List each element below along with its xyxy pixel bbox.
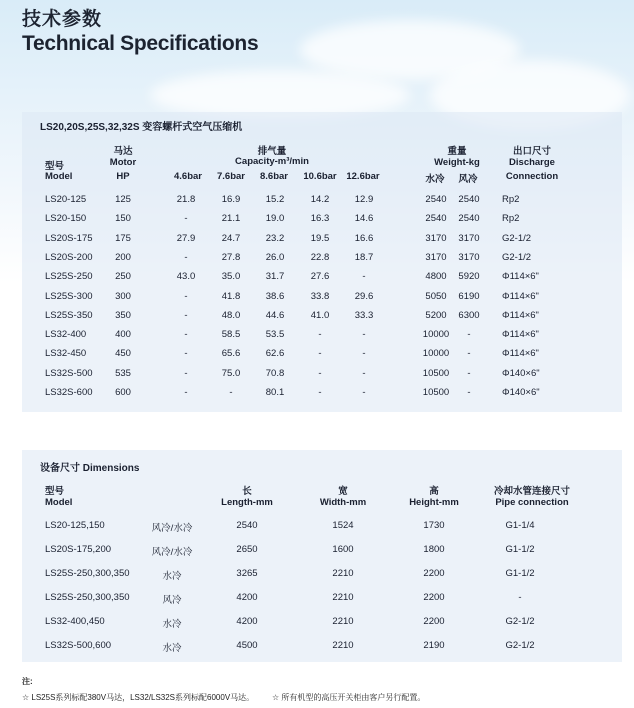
spec-cell-conn: Φ114×6" <box>502 309 539 321</box>
dim-cell-pipe: - <box>518 592 522 603</box>
spec-cell-model: LS25S-250 <box>45 271 93 283</box>
spec-cell-c5: 18.7 <box>354 251 374 263</box>
dim-header-pipe-cn: 冷却水管连接尺寸 <box>493 486 571 497</box>
header-model-cn: 型号 <box>45 161 65 172</box>
page-title-en: Technical Specifications <box>22 32 259 55</box>
spec-cell-w1: 10000 <box>422 329 450 341</box>
spec-cell-w2: - <box>467 329 471 341</box>
spec-cell-c1: - <box>184 309 188 321</box>
dim-cell-w: 2210 <box>332 592 354 603</box>
dim-header-height-cn: 高 <box>429 486 439 497</box>
dim-cell-cool: 水冷 <box>162 619 182 630</box>
spec-cell-w1: 3170 <box>425 232 447 244</box>
spec-cell-c1: 21.8 <box>176 194 196 205</box>
header-discharge-en: Discharge <box>509 157 555 168</box>
spec-cell-hp: 600 <box>115 387 131 398</box>
spec-cell-c4: 19.5 <box>310 232 330 244</box>
header-weight-water: 水冷 <box>425 174 445 185</box>
spec-cell-model: LS32S-500 <box>45 367 93 379</box>
spec-cell-c4: 16.3 <box>310 213 330 225</box>
spec-cell-w2: 6190 <box>458 290 480 302</box>
spec-cell-model: LS20-150 <box>45 213 87 225</box>
dim-cell-h: 2200 <box>423 616 445 627</box>
spec-cell-model: LS20S-200 <box>45 251 93 263</box>
spec-cell-w1: 5200 <box>425 309 447 321</box>
dim-header-pipe-en: Pipe connection <box>495 497 569 508</box>
note-right: ☆ 所有机型的高压开关柜由客户另行配置。 <box>272 693 426 702</box>
spec-cell-c1: - <box>184 367 188 379</box>
spec-cell-c1: - <box>184 329 188 341</box>
header-weight-cn: 重量 <box>447 146 467 157</box>
spec-cell-c3: 38.6 <box>265 290 285 302</box>
spec-cell-c2: 27.8 <box>221 251 241 263</box>
dim-cell-model: LS25S-250,300,350 <box>45 592 130 603</box>
spec-cell-w1: 3170 <box>425 251 447 263</box>
spec-cell-c3: 44.6 <box>265 309 285 321</box>
spec-cell-conn: Φ114×6" <box>502 348 539 360</box>
spec-cell-c5: - <box>362 387 366 398</box>
spec-cell-c2: 21.1 <box>221 213 241 225</box>
spec-cell-c1: - <box>184 251 188 263</box>
page-title-cn: 技术参数 <box>22 9 103 30</box>
spec-cell-conn: Φ114×6" <box>502 271 539 283</box>
header-discharge-conn: Connection <box>505 171 559 182</box>
spec-cell-conn: Φ114×6" <box>502 329 539 341</box>
spec-cell-conn: Rp2 <box>502 213 520 225</box>
spec-cell-c5: - <box>362 367 366 379</box>
spec-cell-c1: - <box>184 348 188 360</box>
dim-cell-model: LS32-400,450 <box>45 616 105 627</box>
dim-cell-l: 2540 <box>236 520 258 531</box>
spec-cell-c1: - <box>184 213 188 225</box>
spec-cell-c2: 58.5 <box>221 329 241 341</box>
dim-cell-model: LS32S-500,600 <box>45 640 112 651</box>
spec-cell-c3: 23.2 <box>265 232 285 244</box>
dim-cell-w: 2210 <box>332 616 354 627</box>
spec-cell-w2: - <box>467 348 471 360</box>
spec-cell-c2: 24.7 <box>221 232 241 244</box>
spec-cell-conn: G2-1/2 <box>502 232 532 244</box>
spec-cell-model: LS32-400 <box>45 329 87 341</box>
header-pressure: 10.6bar <box>303 171 337 182</box>
spec-cell-c3: 26.0 <box>265 251 285 263</box>
spec-cell-c2: 41.8 <box>221 290 241 302</box>
spec-cell-w2: 3170 <box>458 251 480 263</box>
spec-cell-c5: - <box>362 329 366 341</box>
spec-cell-c4: - <box>318 329 322 341</box>
spec-cell-c3: 62.6 <box>265 348 285 360</box>
spec-cell-w2: 2540 <box>458 194 480 205</box>
spec-cell-c4: - <box>318 367 322 379</box>
spec-cell-c3: 70.8 <box>265 367 285 379</box>
dim-cell-h: 1730 <box>423 520 445 531</box>
dim-cell-w: 2210 <box>332 568 354 579</box>
spec-cell-c4: 14.2 <box>310 194 330 205</box>
dim-cell-cool: 风冷 <box>162 595 182 606</box>
spec-cell-c3: 31.7 <box>265 271 285 283</box>
spec-cell-c1: 43.0 <box>176 271 196 283</box>
dim-cell-cool: 风冷/水冷 <box>151 547 193 558</box>
spec-cell-c4: 22.8 <box>310 251 330 263</box>
dim-cell-l: 4200 <box>236 616 258 627</box>
dim-cell-l: 4500 <box>236 640 258 651</box>
note-left: ☆ LS25S系列标配380V马达，LS32/LS32S系列标配6000V马达。 <box>22 693 255 702</box>
spec-cell-conn: G2-1/2 <box>502 251 532 263</box>
dim-header-width-cn: 宽 <box>338 486 348 497</box>
header-model-en: Model <box>45 171 73 182</box>
spec-cell-w2: 6300 <box>458 309 480 321</box>
spec-cell-w1: 2540 <box>425 213 447 225</box>
dim-cell-h: 2200 <box>423 592 445 603</box>
spec-cell-hp: 535 <box>115 367 131 379</box>
spec-cell-c5: 29.6 <box>354 290 374 302</box>
dim-cell-model: LS20S-175,200 <box>45 544 112 555</box>
dimensions-title: 设备尺寸 Dimensions <box>40 463 140 474</box>
header-motor-cn: 马达 <box>113 146 133 157</box>
spec-cell-model: LS32-450 <box>45 348 87 360</box>
spec-cell-c5: 33.3 <box>354 309 374 321</box>
dim-header-height-en: Height-mm <box>409 497 459 508</box>
dim-cell-l: 3265 <box>236 568 258 579</box>
dim-cell-model: LS25S-250,300,350 <box>45 568 130 579</box>
header-discharge-cn: 出口尺寸 <box>512 146 552 157</box>
spec-cell-w1: 4800 <box>425 271 447 283</box>
spec-cell-hp: 400 <box>115 329 131 341</box>
spec-cell-c2: - <box>229 387 233 398</box>
dim-cell-cool: 风冷/水冷 <box>151 523 193 534</box>
dim-header-length-en: Length-mm <box>221 497 273 508</box>
spec-cell-conn: Φ114×6" <box>502 290 539 302</box>
spec-cell-c4: 27.6 <box>310 271 330 283</box>
spec-cell-w1: 2540 <box>425 194 447 205</box>
dim-cell-l: 2650 <box>236 544 258 555</box>
spec-cell-hp: 150 <box>115 213 131 225</box>
spec-cell-model: LS25S-300 <box>45 290 93 302</box>
dim-cell-l: 4200 <box>236 592 258 603</box>
spec-cell-w1: 10000 <box>422 348 450 360</box>
spec-cell-w1: 10500 <box>422 387 450 398</box>
spec-cell-w2: - <box>467 367 471 379</box>
spec-cell-c3: 80.1 <box>265 387 285 398</box>
spec-cell-c3: 19.0 <box>265 213 285 225</box>
dim-header-length-cn: 长 <box>242 486 252 497</box>
dim-cell-cool: 水冷 <box>162 643 182 654</box>
spec-cell-hp: 250 <box>115 271 131 283</box>
header-weight-air: 风冷 <box>458 174 478 185</box>
spec-cell-w1: 5050 <box>425 290 447 302</box>
spec-cell-c1: - <box>184 387 188 398</box>
dim-cell-h: 2190 <box>423 640 445 651</box>
dim-cell-pipe: G2-1/2 <box>505 616 535 627</box>
spec-cell-hp: 175 <box>115 232 131 244</box>
header-pressure: 7.6bar <box>217 171 245 182</box>
spec-cell-model: LS20S-175 <box>45 232 93 244</box>
spec-cell-c2: 48.0 <box>221 309 241 321</box>
header-weight-en: Weight-kg <box>434 157 480 168</box>
notes-label: 注: <box>22 677 33 686</box>
spec-cell-w2: - <box>467 387 471 398</box>
spec-cell-c1: - <box>184 290 188 302</box>
dim-cell-w: 1600 <box>332 544 354 555</box>
spec-cell-c5: 16.6 <box>354 232 374 244</box>
spec-cell-w2: 3170 <box>458 232 480 244</box>
spec-cell-c5: - <box>362 348 366 360</box>
spec-cell-model: LS32S-600 <box>45 387 93 398</box>
spec-cell-hp: 125 <box>115 194 131 205</box>
spec-cell-c2: 35.0 <box>221 271 241 283</box>
header-capacity-cn: 排气量 <box>257 146 287 157</box>
spec-cell-c5: 12.9 <box>354 194 374 205</box>
dim-cell-pipe: G1-1/4 <box>505 520 535 531</box>
dim-cell-w: 2210 <box>332 640 354 651</box>
spec-cell-conn: Φ140×6" <box>502 367 540 379</box>
dimensions-panel <box>22 450 622 662</box>
dim-cell-cool: 水冷 <box>162 571 182 582</box>
spec-cell-c4: 41.0 <box>310 309 330 321</box>
dim-cell-pipe: G1-1/2 <box>505 568 535 579</box>
dim-cell-pipe: G2-1/2 <box>505 640 535 651</box>
dim-header-model-en: Model <box>45 497 73 508</box>
spec-table-title: LS20,20S,25S,32,32S 变容螺杆式空气压缩机 <box>40 122 243 133</box>
dim-cell-model: LS20-125,150 <box>45 520 105 531</box>
spec-cell-model: LS20-125 <box>45 194 87 205</box>
spec-cell-hp: 350 <box>115 309 131 321</box>
spec-cell-c4: 33.8 <box>310 290 330 302</box>
header-motor-en: Motor <box>109 157 137 168</box>
spec-cell-conn: Rp2 <box>502 194 520 205</box>
dim-cell-pipe: G1-1/2 <box>505 544 535 555</box>
header-motor-hp: HP <box>116 171 130 182</box>
header-pressure: 12.6bar <box>346 171 380 182</box>
spec-cell-hp: 450 <box>115 348 131 360</box>
spec-cell-w2: 2540 <box>458 213 480 225</box>
spec-cell-c5: - <box>362 271 366 283</box>
spec-cell-c2: 65.6 <box>221 348 241 360</box>
spec-cell-c5: 14.6 <box>354 213 374 225</box>
spec-cell-model: LS25S-350 <box>45 309 93 321</box>
header-pressure: 4.6bar <box>174 171 202 182</box>
dim-cell-w: 1524 <box>332 520 354 531</box>
spec-cell-c2: 16.9 <box>221 194 241 205</box>
dim-cell-h: 2200 <box>423 568 445 579</box>
header-pressure: 8.6bar <box>260 171 288 182</box>
spec-cell-c4: - <box>318 387 322 398</box>
spec-cell-w2: 5920 <box>458 271 480 283</box>
spec-cell-conn: Φ140×6" <box>502 387 540 398</box>
spec-cell-c3: 15.2 <box>265 194 285 205</box>
dim-cell-h: 1800 <box>423 544 445 555</box>
dim-header-model-cn: 型号 <box>45 486 65 497</box>
header-capacity-en: Capacity-m³/min <box>235 156 309 167</box>
spec-cell-hp: 300 <box>115 290 131 302</box>
spec-cell-c3: 53.5 <box>265 329 285 341</box>
spec-cell-c4: - <box>318 348 322 360</box>
dim-header-width-en: Width-mm <box>319 497 367 508</box>
spec-cell-w1: 10500 <box>422 367 450 379</box>
spec-cell-c2: 75.0 <box>221 367 241 379</box>
spec-cell-c1: 27.9 <box>176 232 196 244</box>
spec-cell-hp: 200 <box>115 251 131 263</box>
